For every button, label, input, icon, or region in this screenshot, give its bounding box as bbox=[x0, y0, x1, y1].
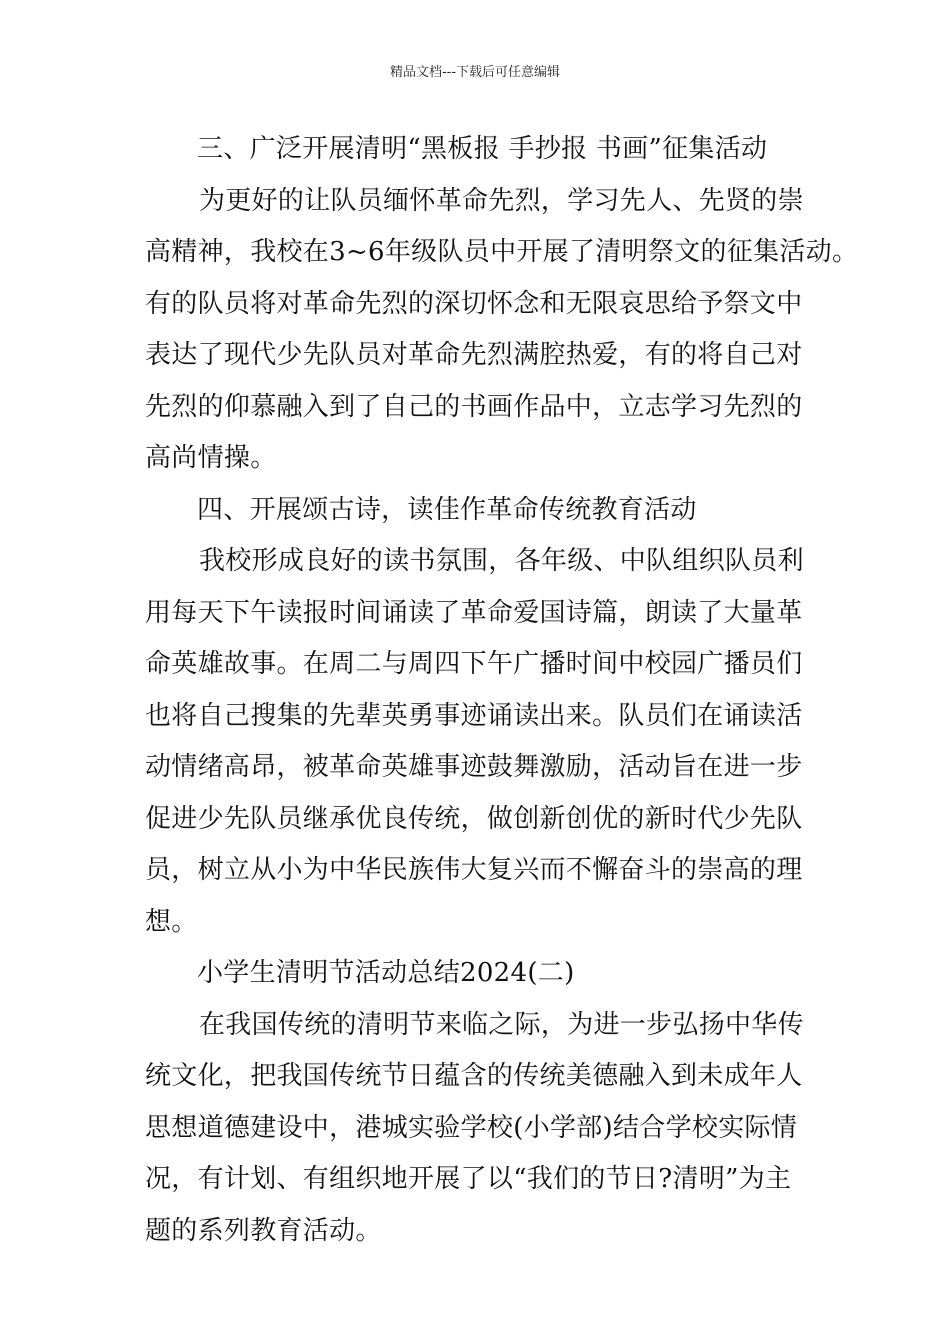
section-heading-4: 四、开展颂古诗，读佳作革命传统教育活动 bbox=[197, 494, 697, 525]
page-header: 精品文档---下载后可任意编辑 bbox=[389, 65, 561, 80]
article-title: 小学生清明节活动总结2024(二) bbox=[197, 958, 575, 988]
paragraph-line: 想。 bbox=[145, 906, 198, 937]
paragraph-line: 高尚情操。 bbox=[145, 443, 277, 473]
paragraph-line: 在我国传统的清明节来临之际，为进一步弘扬中华传 bbox=[199, 1009, 804, 1040]
section-heading-3: 三、广泛开展清明“黑板报 手抄报 书画”征集活动 bbox=[197, 134, 768, 164]
paragraph-line: 思想道德建设中，港城实验学校(小学部)结合学校实际情 bbox=[145, 1112, 798, 1143]
paragraph-line: 统文化，把我国传统节日蕴含的传统美德融入到未成年人 bbox=[145, 1061, 803, 1091]
paragraph-line: 动情绪高昂，被革命英雄事迹鼓舞激励，活动旨在进一步 bbox=[145, 752, 803, 782]
paragraph-line: 促进少先队员继承优良传统，做创新创优的新时代少先队 bbox=[145, 803, 803, 834]
paragraph-line: 先烈的仰慕融入到了自己的书画作品中，立志学习先烈的 bbox=[145, 391, 803, 422]
paragraph-line: 命英雄故事。在周二与周四下午广播时间中校园广播员们 bbox=[145, 649, 803, 679]
paragraph-line: 为更好的让队员缅怀革命先烈，学习先人、先贤的崇 bbox=[199, 185, 804, 216]
paragraph-line: 有的队员将对革命先烈的深切怀念和无限哀思给予祭文中 bbox=[145, 288, 803, 319]
paragraph-line: 用每天下午读报时间诵读了革命爱国诗篇，朗读了大量革 bbox=[145, 597, 803, 628]
paragraph-line: 员，树立从小为中华民族伟大复兴而不懈奋斗的崇高的理 bbox=[145, 855, 803, 885]
paragraph-line: 况，有计划、有组织地开展了以“我们的节日?清明”为主 bbox=[145, 1164, 792, 1194]
paragraph-line: 高精神，我校在3~6年级队员中开展了清明祭文的征集活动。 bbox=[145, 237, 859, 267]
paragraph-line: 也将自己搜集的先辈英勇事迹诵读出来。队员们在诵读活 bbox=[145, 700, 803, 731]
paragraph-line: 表达了现代少先队员对革命先烈满腔热爱，有的将自己对 bbox=[145, 340, 803, 370]
document-body bbox=[145, 124, 859, 1257]
paragraph-line: 我校形成良好的读书氛围，各年级、中队组织队员利 bbox=[199, 546, 804, 576]
paragraph-line: 题的系列教育活动。 bbox=[145, 1215, 382, 1246]
